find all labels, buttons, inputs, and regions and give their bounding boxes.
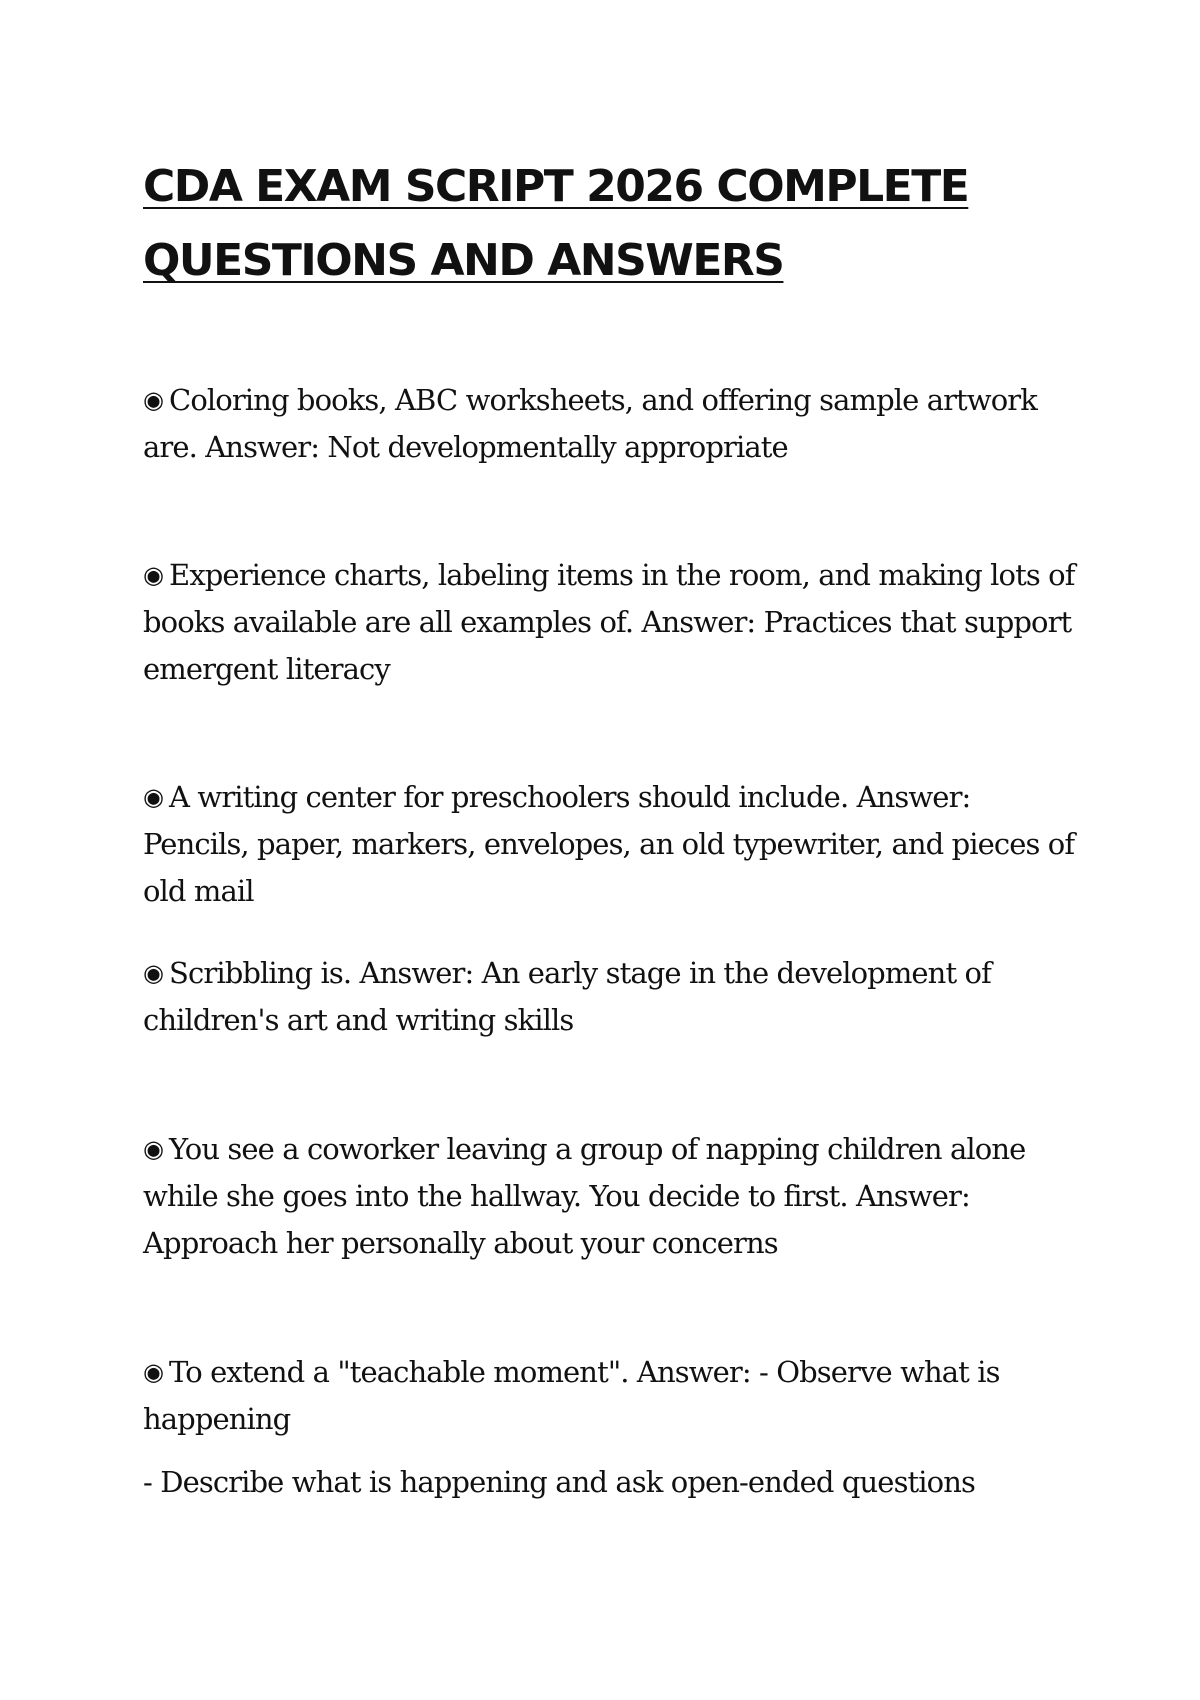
radio-bullet-icon: ◉ — [143, 1135, 164, 1163]
page-title-text: CDA EXAM SCRIPT 2026 COMPLETE QUESTIONS AND ANSWERS — [143, 161, 969, 286]
qa-text: Experience charts, labeling items in the room, and making lots of books available are all examples of. Answer: Practices that support emergent literacy — [143, 558, 1075, 686]
qa-item — [143, 950, 1083, 1044]
page-title — [143, 150, 1083, 298]
radio-bullet-icon: ◉ — [143, 783, 164, 811]
radio-bullet-icon: ◉ — [143, 959, 164, 987]
qa-item — [143, 552, 1083, 693]
qa-item — [143, 1126, 1083, 1267]
qa-item — [143, 774, 1083, 915]
qa-item — [143, 377, 1083, 471]
qa-text: You see a coworker leaving a group of napping children alone while she goes into the hallway. You decide to first. Answer: Approach her personally about your concerns — [143, 1132, 1026, 1260]
qa-text: Scribbling is. Answer: An early stage in the development of children's art and writing skills — [143, 956, 991, 1037]
radio-bullet-icon: ◉ — [143, 386, 164, 414]
radio-bullet-icon: ◉ — [143, 561, 164, 589]
qa-item — [143, 1349, 1083, 1443]
radio-bullet-icon: ◉ — [143, 1358, 164, 1386]
qa-text: A writing center for preschoolers should include. Answer: Pencils, paper, markers, envelopes, an old typewriter, and pieces of old mail — [143, 780, 1075, 908]
qa-text: To extend a "teachable moment". Answer: - Observe what is happening — [143, 1355, 1000, 1436]
qa-continuation: - Describe what is happening and ask open-ended questions — [143, 1465, 975, 1499]
qa-text: Coloring books, ABC worksheets, and offering sample artwork are. Answer: Not developmentally appropriate — [143, 383, 1037, 464]
